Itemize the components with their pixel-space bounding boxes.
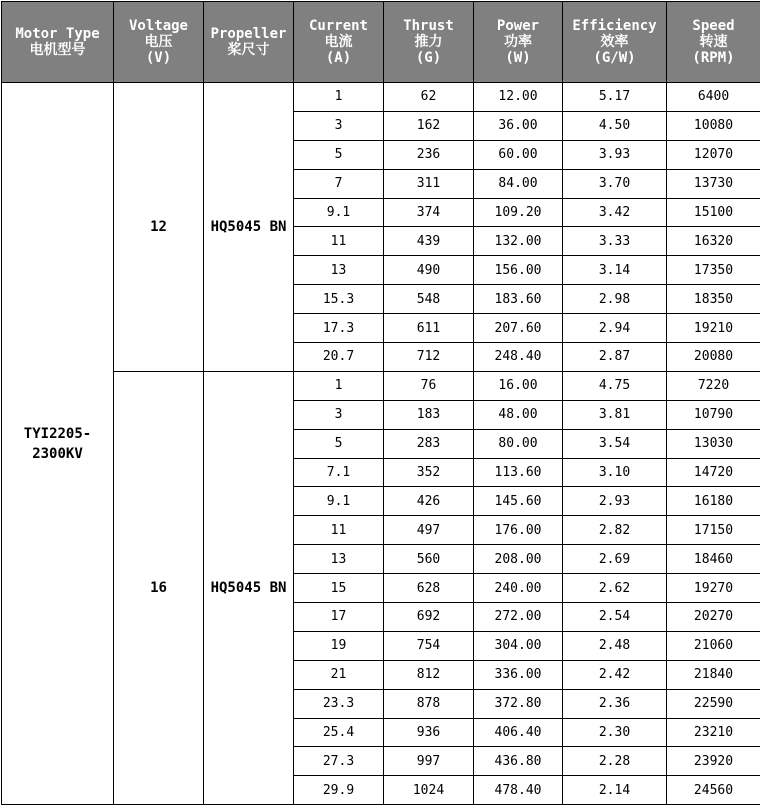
- header-propeller-zh: 桨尺寸: [204, 42, 293, 58]
- header-power: [474, 2, 563, 83]
- speed-cell: 14720: [667, 458, 760, 487]
- thrust-cell: 611: [384, 314, 474, 343]
- current-cell: 11: [294, 516, 384, 545]
- efficiency-cell: 2.48: [563, 631, 667, 660]
- speed-cell: 21840: [667, 660, 760, 689]
- speed-cell: 12070: [667, 140, 760, 169]
- header-power-zh: 功率: [474, 34, 562, 50]
- motor-type-cell: [2, 83, 114, 805]
- thrust-cell: 548: [384, 285, 474, 314]
- voltage-cell: 16: [114, 371, 204, 804]
- header-efficiency: [563, 2, 667, 83]
- power-cell: 478.40: [474, 776, 563, 805]
- header-voltage-unit: (V): [114, 50, 203, 66]
- efficiency-cell: 2.94: [563, 314, 667, 343]
- power-cell: 48.00: [474, 400, 563, 429]
- thrust-cell: 878: [384, 689, 474, 718]
- current-cell: 1: [294, 371, 384, 400]
- current-cell: 20.7: [294, 343, 384, 372]
- power-cell: 132.00: [474, 227, 563, 256]
- table-header: [2, 2, 760, 83]
- thrust-cell: 426: [384, 487, 474, 516]
- header-speed-en: Speed: [667, 18, 760, 34]
- header-efficiency-zh: 效率: [563, 34, 666, 50]
- power-cell: 183.60: [474, 285, 563, 314]
- speed-cell: 6400: [667, 83, 760, 112]
- efficiency-cell: 2.28: [563, 747, 667, 776]
- header-power-en: Power: [474, 18, 562, 34]
- speed-cell: 19270: [667, 574, 760, 603]
- speed-cell: 18460: [667, 545, 760, 574]
- speed-cell: 21060: [667, 631, 760, 660]
- speed-cell: 24560: [667, 776, 760, 805]
- table-row: [2, 83, 760, 112]
- power-cell: 272.00: [474, 603, 563, 632]
- header-row: [2, 2, 760, 83]
- thrust-cell: 692: [384, 603, 474, 632]
- voltage-cell: 12: [114, 83, 204, 372]
- header-current-unit: (A): [294, 50, 383, 66]
- current-cell: 5: [294, 140, 384, 169]
- header-current: [294, 2, 384, 83]
- power-cell: 113.60: [474, 458, 563, 487]
- header-motor-type: [2, 2, 114, 83]
- efficiency-cell: 2.98: [563, 285, 667, 314]
- header-speed-unit: (RPM): [667, 50, 760, 66]
- motor-spec-table: [1, 1, 760, 805]
- speed-cell: 17350: [667, 256, 760, 285]
- current-cell: 3: [294, 400, 384, 429]
- header-motor-type-zh: 电机型号: [2, 42, 113, 58]
- current-cell: 13: [294, 256, 384, 285]
- header-thrust-zh: 推力: [384, 34, 473, 50]
- header-speed: [667, 2, 760, 83]
- thrust-cell: 183: [384, 400, 474, 429]
- thrust-cell: 812: [384, 660, 474, 689]
- header-voltage-zh: 电压: [114, 34, 203, 50]
- thrust-cell: 628: [384, 574, 474, 603]
- current-cell: 13: [294, 545, 384, 574]
- thrust-cell: 560: [384, 545, 474, 574]
- efficiency-cell: 2.93: [563, 487, 667, 516]
- current-cell: 7.1: [294, 458, 384, 487]
- power-cell: 208.00: [474, 545, 563, 574]
- power-cell: 248.40: [474, 343, 563, 372]
- speed-cell: 13030: [667, 429, 760, 458]
- efficiency-cell: 2.14: [563, 776, 667, 805]
- efficiency-cell: 4.75: [563, 371, 667, 400]
- speed-cell: 23920: [667, 747, 760, 776]
- propeller-cell: HQ5045 BN: [204, 83, 294, 372]
- thrust-cell: 490: [384, 256, 474, 285]
- power-cell: 207.60: [474, 314, 563, 343]
- speed-cell: 18350: [667, 285, 760, 314]
- current-cell: 1: [294, 83, 384, 112]
- thrust-cell: 754: [384, 631, 474, 660]
- current-cell: 17.3: [294, 314, 384, 343]
- current-cell: 3: [294, 111, 384, 140]
- speed-cell: 13730: [667, 169, 760, 198]
- header-current-en: Current: [294, 18, 383, 34]
- efficiency-cell: 3.81: [563, 400, 667, 429]
- speed-cell: 19210: [667, 314, 760, 343]
- current-cell: 23.3: [294, 689, 384, 718]
- header-voltage: [114, 2, 204, 83]
- thrust-cell: 283: [384, 429, 474, 458]
- power-cell: 16.00: [474, 371, 563, 400]
- header-current-zh: 电流: [294, 34, 383, 50]
- efficiency-cell: 2.69: [563, 545, 667, 574]
- thrust-cell: 936: [384, 718, 474, 747]
- thrust-cell: 76: [384, 371, 474, 400]
- efficiency-cell: 2.87: [563, 343, 667, 372]
- speed-cell: 10790: [667, 400, 760, 429]
- speed-cell: 15100: [667, 198, 760, 227]
- power-cell: 60.00: [474, 140, 563, 169]
- power-cell: 372.80: [474, 689, 563, 718]
- power-cell: 145.60: [474, 487, 563, 516]
- header-efficiency-en: Efficiency: [563, 18, 666, 34]
- efficiency-cell: 5.17: [563, 83, 667, 112]
- thrust-cell: 712: [384, 343, 474, 372]
- current-cell: 19: [294, 631, 384, 660]
- header-thrust: [384, 2, 474, 83]
- power-cell: 336.00: [474, 660, 563, 689]
- header-thrust-en: Thrust: [384, 18, 473, 34]
- current-cell: 15: [294, 574, 384, 603]
- speed-cell: 20270: [667, 603, 760, 632]
- current-cell: 29.9: [294, 776, 384, 805]
- speed-cell: 23210: [667, 718, 760, 747]
- motor-type-line: TYI2205-: [2, 424, 113, 444]
- power-cell: 156.00: [474, 256, 563, 285]
- power-cell: 406.40: [474, 718, 563, 747]
- power-cell: 80.00: [474, 429, 563, 458]
- current-cell: 15.3: [294, 285, 384, 314]
- header-propeller: [204, 2, 294, 83]
- speed-cell: 22590: [667, 689, 760, 718]
- power-cell: 436.80: [474, 747, 563, 776]
- header-power-unit: (W): [474, 50, 562, 66]
- power-cell: 84.00: [474, 169, 563, 198]
- efficiency-cell: 3.33: [563, 227, 667, 256]
- current-cell: 21: [294, 660, 384, 689]
- efficiency-cell: 3.14: [563, 256, 667, 285]
- power-cell: 176.00: [474, 516, 563, 545]
- thrust-cell: 311: [384, 169, 474, 198]
- power-cell: 36.00: [474, 111, 563, 140]
- efficiency-cell: 2.54: [563, 603, 667, 632]
- header-speed-zh: 转速: [667, 34, 760, 50]
- thrust-cell: 374: [384, 198, 474, 227]
- current-cell: 9.1: [294, 198, 384, 227]
- efficiency-cell: 2.62: [563, 574, 667, 603]
- current-cell: 5: [294, 429, 384, 458]
- thrust-cell: 352: [384, 458, 474, 487]
- current-cell: 25.4: [294, 718, 384, 747]
- speed-cell: 7220: [667, 371, 760, 400]
- thrust-cell: 62: [384, 83, 474, 112]
- table-body: [2, 83, 760, 805]
- motor-type-line: 2300KV: [2, 444, 113, 464]
- power-cell: 109.20: [474, 198, 563, 227]
- header-voltage-en: Voltage: [114, 18, 203, 34]
- current-cell: 27.3: [294, 747, 384, 776]
- header-thrust-unit: (G): [384, 50, 473, 66]
- current-cell: 17: [294, 603, 384, 632]
- speed-cell: 20080: [667, 343, 760, 372]
- efficiency-cell: 2.42: [563, 660, 667, 689]
- efficiency-cell: 3.10: [563, 458, 667, 487]
- efficiency-cell: 2.36: [563, 689, 667, 718]
- header-motor-type-en: Motor Type: [2, 26, 113, 42]
- table-row: [2, 371, 760, 400]
- efficiency-cell: 3.42: [563, 198, 667, 227]
- speed-cell: 16180: [667, 487, 760, 516]
- speed-cell: 10080: [667, 111, 760, 140]
- thrust-cell: 1024: [384, 776, 474, 805]
- efficiency-cell: 3.54: [563, 429, 667, 458]
- efficiency-cell: 2.82: [563, 516, 667, 545]
- efficiency-cell: 3.70: [563, 169, 667, 198]
- header-efficiency-unit: (G/W): [563, 50, 666, 66]
- efficiency-cell: 2.30: [563, 718, 667, 747]
- thrust-cell: 997: [384, 747, 474, 776]
- current-cell: 11: [294, 227, 384, 256]
- thrust-cell: 497: [384, 516, 474, 545]
- header-propeller-en: Propeller: [204, 26, 293, 42]
- current-cell: 7: [294, 169, 384, 198]
- speed-cell: 17150: [667, 516, 760, 545]
- thrust-cell: 236: [384, 140, 474, 169]
- current-cell: 9.1: [294, 487, 384, 516]
- thrust-cell: 162: [384, 111, 474, 140]
- efficiency-cell: 3.93: [563, 140, 667, 169]
- thrust-cell: 439: [384, 227, 474, 256]
- power-cell: 240.00: [474, 574, 563, 603]
- power-cell: 12.00: [474, 83, 563, 112]
- efficiency-cell: 4.50: [563, 111, 667, 140]
- propeller-cell: HQ5045 BN: [204, 371, 294, 804]
- speed-cell: 16320: [667, 227, 760, 256]
- power-cell: 304.00: [474, 631, 563, 660]
